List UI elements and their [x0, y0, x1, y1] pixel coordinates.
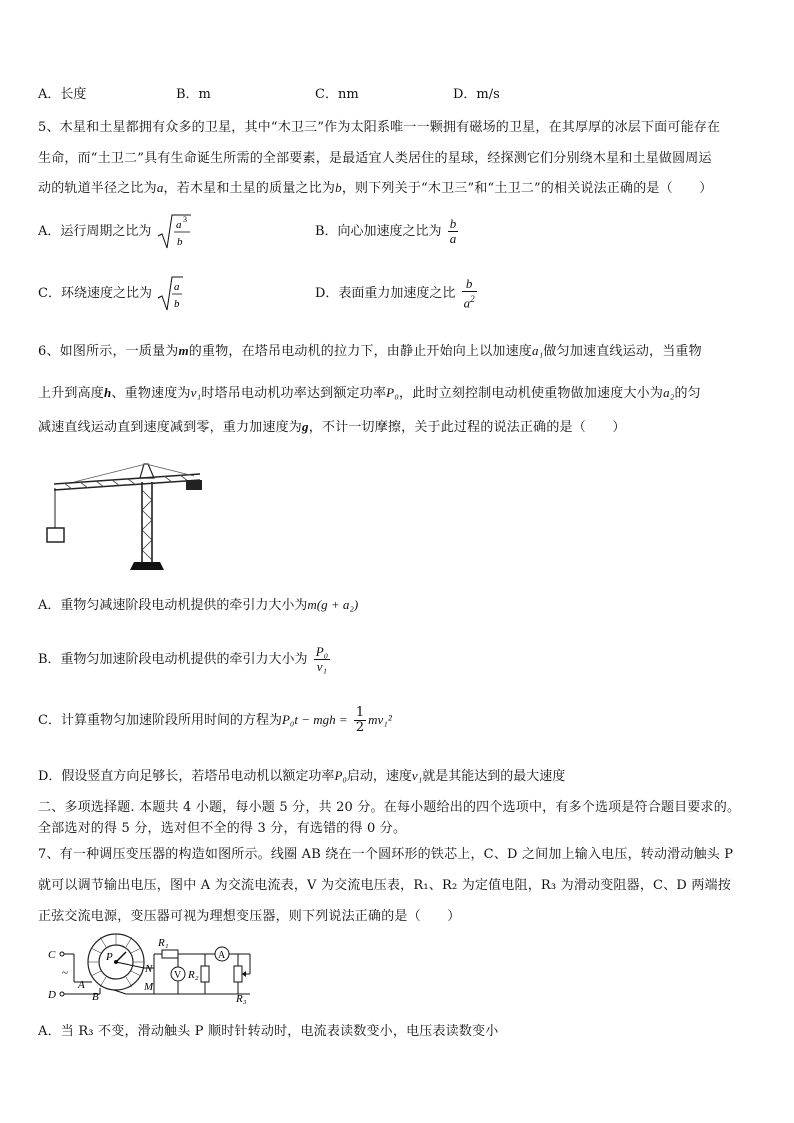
frac-b-over-a2: $\frac{b}{a^2}$ — [463, 275, 475, 311]
q6-stem-line1: 6、如图所示，一质量为m的重物，在塔吊电动机的拉力下，由静止开始向上以加速度a₁做匀加速直线运动，当重物 — [38, 343, 702, 359]
q7-stem-line1: 7、有一种调压变压器的构造如图所示。线圈 AB 绕在一个圆环形的铁芯上，C、D 之间加上输入电压，转动滑动触头 P — [38, 847, 734, 862]
transformer-circuit-figure — [44, 932, 264, 1004]
q6-option-c: C．计算重物匀加速阶段所用时间的方程为P₀t − mgh = $\frac{1}{2}$ mv₁² — [38, 705, 392, 735]
q5-stem-line2: 生命，而“土卫二”具有生命诞生所需的全部要素，是最适宜人类居住的星球，经探测它们分别绕木星和土星做圆周运 — [38, 151, 712, 166]
svg-text:R₂: R₂ — [188, 969, 199, 981]
svg-text:R₁: R₁ — [158, 937, 169, 949]
section2-heading-line2: 全部选对的得 5 分，选对但不全的得 3 分，有选错的得 0 分。 — [38, 821, 407, 836]
q5-option-d: D．表面重力加速度之比 $\frac{b}{a^2}$ — [315, 275, 475, 311]
svg-text:a: a — [174, 280, 180, 293]
svg-text:B: B — [92, 991, 99, 1003]
section2-heading-line1: 二、多项选择题. 本题共 4 小题，每小题 5 分，共 20 分。在每小题给出的四个选项中，有多个选项是符合题目要求的。 — [38, 800, 741, 815]
svg-text:A: A — [78, 979, 85, 991]
svg-text:b: b — [174, 297, 180, 310]
q6-option-d: D．假设竖直方向足够长，若塔吊电动机以额定功率P₀启动，速度v₁就是其能达到的最大速度 — [38, 768, 566, 784]
q7-stem-line2: 就可以调节输出电压，图中 A 为交流电流表，V 为交流电压表，R₁、R₂ 为定值电阻，R₃ 为滑动变阻器，C、D 两端按 — [38, 878, 731, 893]
svg-text:a: a — [175, 218, 182, 231]
q7-stem-line3: 正弦交流电源，变压器可视为理想变压器，则下列说法正确的是（ ） — [38, 909, 461, 924]
q6-stem-line2: 上升到高度h、重物速度为v₁时塔吊电动机功率达到额定功率P₀，此时立刻控制电动机使重物做加速度大小为a₂的匀 — [38, 385, 701, 401]
svg-text:~: ~ — [62, 967, 68, 979]
q5-option-c: C．环绕速度之比为 a b — [38, 272, 184, 316]
q6-option-a: A．重物匀减速阶段电动机提供的牵引力大小为m(g + a₂) — [38, 597, 359, 613]
svg-text:R₃: R₃ — [236, 993, 247, 1004]
svg-text:C: C — [48, 949, 56, 961]
q5-option-b: B．向心加速度之比为 $\frac{b}{a}$ — [315, 216, 457, 246]
sqrt-a3-over-b — [156, 212, 192, 252]
q4-option-c: C．nm — [315, 87, 359, 102]
svg-text:M: M — [144, 981, 154, 993]
svg-text:A: A — [218, 950, 226, 961]
svg-text:3: 3 — [182, 214, 187, 224]
svg-text:N: N — [145, 963, 153, 975]
q4-option-a: A．长度 — [38, 87, 87, 102]
frac-one-half: $\frac{1}{2}$ — [355, 705, 365, 735]
svg-text:V: V — [174, 970, 182, 981]
frac-b-over-a: $\frac{b}{a}$ — [449, 216, 457, 246]
svg-text:P: P — [106, 951, 113, 963]
q6-option-b: B．重物匀加速阶段电动机提供的牵引力大小为 $\frac{\text{P₀}}{\text{v₁}}$ — [38, 644, 329, 674]
q6-stem-line3: 减速直线运动直到速度减到零，重力加速度为g，不计一切摩擦，关于此过程的说法正确的是（ ） — [38, 419, 626, 435]
q4-option-b: B．m — [176, 87, 211, 102]
q5-option-a: A．运行周期之比为 a 3 b — [38, 210, 192, 254]
tower-crane-figure — [44, 460, 214, 575]
sqrt-a-over-b — [156, 274, 184, 314]
q4-option-d: D．m/s — [453, 87, 500, 102]
svg-text:b: b — [176, 235, 183, 248]
frac-P0-over-v1: $\frac{\text{P₀}}{\text{v₁}}$ — [315, 644, 329, 674]
q7-option-a: A．当 R₃ 不变，滑动触头 P 顺时针转动时，电流表读数变小，电压表读数变小 — [38, 1024, 499, 1039]
q5-stem-line3: 动的轨道半径之比为a，若木星和土星的质量之比为b，则下列关于“木卫三”和“土卫二”的相关说法正确的是（ ） — [38, 180, 713, 196]
q5-stem-line1: 5、木星和土星都拥有众多的卫星，其中“木卫三”作为太阳系唯一一颗拥有磁场的卫星，在其厚厚的冰层下面可能存在 — [38, 120, 721, 135]
svg-text:D: D — [48, 989, 56, 1001]
